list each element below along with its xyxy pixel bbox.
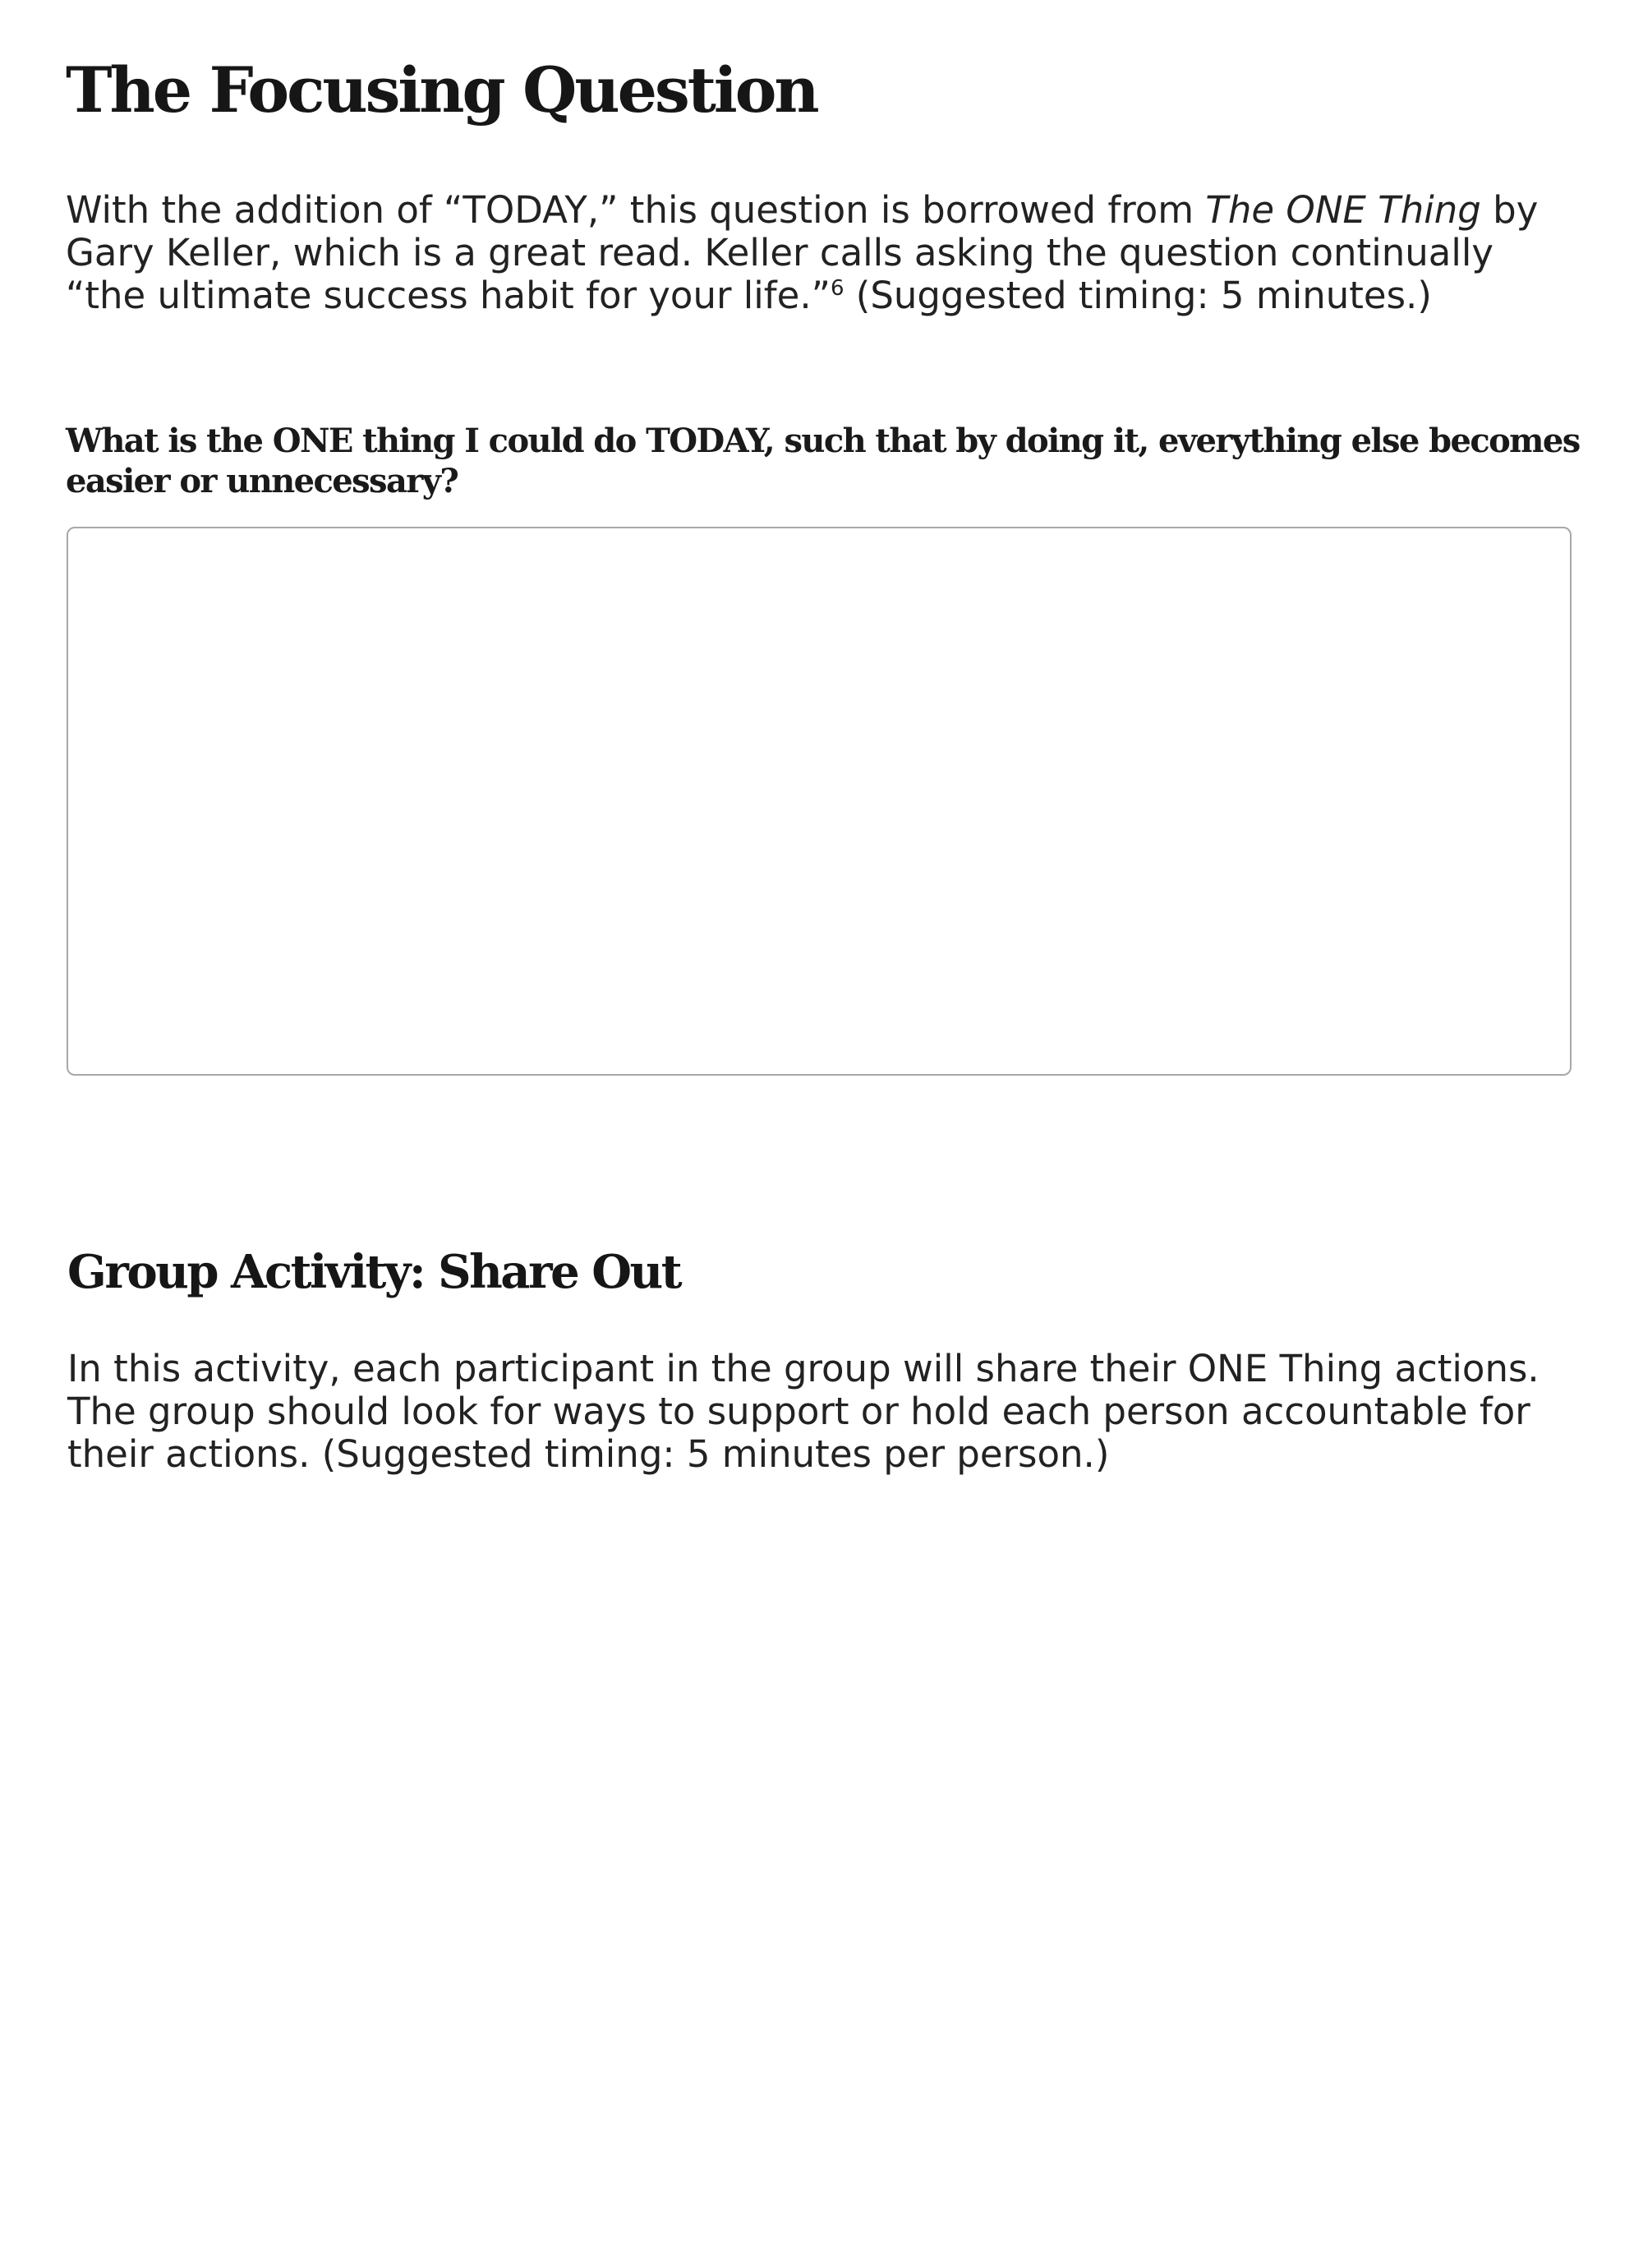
intro-text-part2: by Gary Keller, which is a great read. Keller calls asking the question continually “the ultimate success habit for your life.” bbox=[66, 188, 1539, 317]
book-title: The ONE Thing bbox=[1205, 188, 1481, 232]
section-heading-focusing-question: The Focusing Question bbox=[66, 53, 817, 127]
focusing-question-prompt: What is the ONE thing I could do TODAY, such that by doing it, everything else becomes easier or unnecessary? bbox=[66, 422, 1580, 500]
intro-text-part3: (Suggested timing: 5 minutes.) bbox=[844, 274, 1432, 317]
footnote-marker: 6 bbox=[830, 276, 845, 301]
group-activity-paragraph: In this activity, each participant in the group will share their ONE Thing actions. The group should look for ways to support or hold each person accountable for their actions. (Suggested timing: 5 minutes per person.) bbox=[67, 1347, 1539, 1476]
intro-text-part1: With the addition of “TODAY,” this question is borrowed from bbox=[66, 188, 1206, 232]
answer-text-box[interactable] bbox=[67, 527, 1572, 1076]
section-heading-group-activity: Group Activity: Share Out bbox=[67, 1245, 681, 1299]
intro-paragraph bbox=[66, 189, 1577, 317]
